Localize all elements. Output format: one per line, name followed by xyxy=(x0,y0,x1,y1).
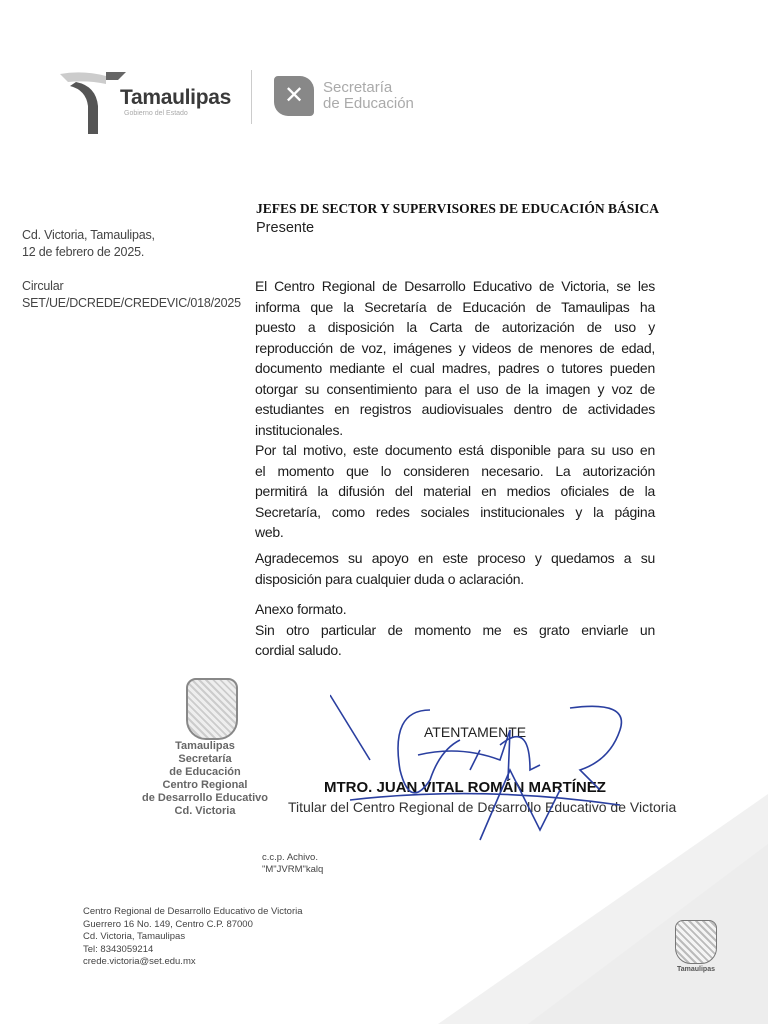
place-date xyxy=(22,227,155,261)
text-line: cordial saludo. xyxy=(255,642,342,658)
place: Cd. Victoria, Tamaulipas, xyxy=(22,228,155,242)
tamaulipas-logo-icon xyxy=(58,66,128,136)
official-seal xyxy=(186,678,238,740)
footer-line: Centro Regional de Desarrollo Educativo de Victoria xyxy=(83,906,303,917)
footer-address xyxy=(83,906,303,969)
education-pencil-ruler-icon: ✕ xyxy=(274,76,314,116)
closing: ATENTAMENTE xyxy=(424,724,527,740)
stamp-line: de Educación xyxy=(169,766,241,778)
brand-subtitle: Gobierno del Estado xyxy=(124,110,188,117)
paragraph-1 xyxy=(255,276,655,543)
brand-name: Tamaulipas xyxy=(120,86,231,109)
salutation: Presente xyxy=(256,220,315,236)
text-line: Agradecemos su apoyo en este proceso y quedamos a su xyxy=(255,550,655,566)
footer-seal-label: Tamaulipas xyxy=(677,966,715,973)
signer-role: Titular del Centro Regional de Desarrollo Educativo de Victoria xyxy=(288,799,677,815)
footer-email: crede.victoria@set.edu.mx xyxy=(83,956,196,967)
text-line: documento mediante el cual madres, padres o tutores pueden xyxy=(255,360,655,376)
text-line: informa que la Secretaría de Educación de Tamaulipas ha xyxy=(255,298,655,315)
text-line: Anexo formato. xyxy=(255,601,347,617)
text-line: Secretaría, como redes sociales institucionales y la página xyxy=(255,503,655,520)
handwritten-signature xyxy=(330,690,670,850)
header-divider xyxy=(251,70,252,124)
date: 12 de febrero de 2025. xyxy=(22,245,145,259)
footer-line: Tel: 8343059214 xyxy=(83,943,154,955)
ccp-block xyxy=(262,852,323,876)
text-line: disposición para cualquier duda o aclaración. xyxy=(255,570,524,587)
stamp-line: Tamaulipas xyxy=(175,740,235,752)
text-line: estudiantes en registros audiovisuales dentro de actividades xyxy=(255,401,655,417)
text-line: reproducción de voz, imágenes y videos de menores de edad, xyxy=(255,339,655,356)
stamp-line: de Desarrollo Educativo xyxy=(142,792,268,804)
text-line: permitirá la difusión del material en medios oficiales de la xyxy=(255,483,655,499)
text-line: Por tal motivo, este documento está disponible para su uso en xyxy=(255,442,655,458)
text-line: El Centro Regional de Desarrollo Educativo de Victoria, se les xyxy=(255,278,655,294)
secretaria-logo-text xyxy=(323,80,414,112)
circular-label: Circular xyxy=(22,279,64,293)
footer-seal-icon xyxy=(675,920,717,964)
stamp-line: Cd. Victoria xyxy=(174,805,236,817)
circular-number: SET/UE/DCREDE/CREDEVIC/018/2025 xyxy=(22,296,241,310)
secretaria-line2: de Educación xyxy=(323,95,414,112)
recipient: JEFES DE SECTOR Y SUPERVISORES DE EDUCACIÓN BÁSICA xyxy=(256,201,659,216)
text-line: Sin otro particular de momento me es grato enviarle un xyxy=(255,621,655,638)
stamp-line: Centro Regional xyxy=(162,779,248,791)
text-line: puesto a disposición la Carta de autorización de uso y xyxy=(255,319,655,335)
text-line: institucionales. xyxy=(255,421,343,438)
text-line: otorgar su consentimiento para el uso de la imagen y voz de xyxy=(255,380,655,397)
paragraph-2 xyxy=(255,548,655,589)
signer-name: MTRO. JUAN VITAL ROMÁN MARTÍNEZ xyxy=(324,779,606,796)
circular-ref xyxy=(22,278,241,312)
secretaria-line1: Secretaría xyxy=(323,79,393,96)
footer-line: Guerrero 16 No. 149, Centro C.P. 87000 xyxy=(83,918,253,930)
ccp-line: c.c.p. Achivo. xyxy=(262,852,318,863)
stamp-line: Secretaría xyxy=(178,753,232,765)
footer-line: Cd. Victoria, Tamaulipas xyxy=(83,931,186,942)
text-line: el momento que lo consideren necesario. La autorización xyxy=(255,462,655,479)
paragraph-3 xyxy=(255,599,655,661)
official-stamp xyxy=(130,740,280,818)
text-line: web. xyxy=(255,524,284,540)
initials-line: "M"JVRM"kalq xyxy=(262,864,324,875)
